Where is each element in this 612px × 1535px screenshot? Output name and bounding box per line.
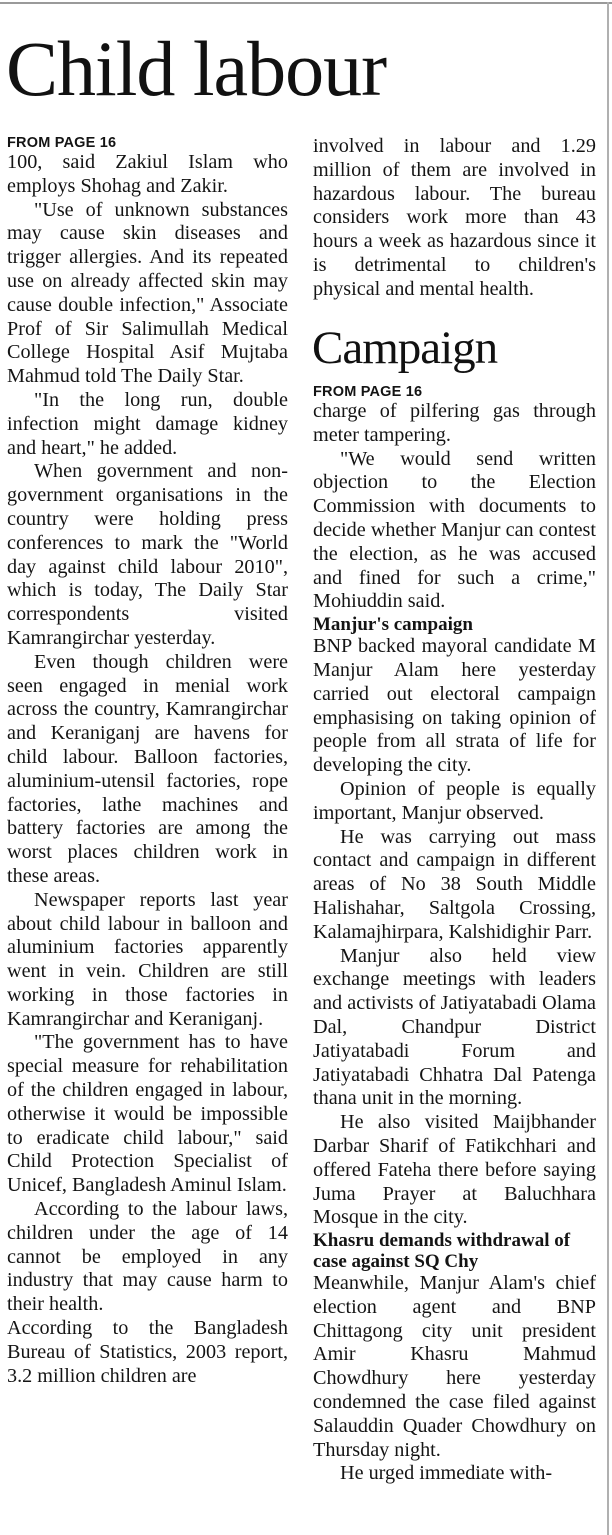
campaign-column (313, 384, 596, 1535)
child-labour-column-2 (313, 135, 596, 302)
from-page-label: FROM PAGE 16 (7, 135, 117, 151)
child-labour-headline: Child labour (6, 25, 387, 112)
paragraph: Newspaper reports last year about child labour in balloon and aluminium factories apparently went in vein. Children are still working in those factories in Kamrangirchar and Keraniganj. (7, 888, 288, 1030)
paragraph: Meanwhile, Manjur Alam's chief election agent and BNP Chittagong city unit president Amir Khasru Mahmud Chowdhury here yesterday condemned the case filed against Salauddin Quader Chowdhury on Thursday night. (313, 1272, 596, 1461)
subheading-khasru: Khasru demands withdrawal of case against SQ Chy (313, 1230, 571, 1273)
paragraph: He also visited Maijbhander Darbar Sharif of Fatikchhari and offered Fateha there before saying Juma Prayer at Baluchhara Mosque in the city. (313, 1111, 596, 1229)
paragraph: charge of pilfering gas through meter tampering. (313, 400, 596, 446)
paragraph: "We would send written objection to the Election Commission with documents to decide whether Manjur can contest the election, as he was accused and fined for such a crime," Mohiuddin said. (313, 447, 596, 613)
campaign-headline: Campaign (312, 322, 498, 374)
paragraph: Opinion of people is equally important, Manjur observed. (313, 777, 596, 824)
paragraph: "Use of unknown substances may cause skin diseases and trigger allergies. And its repeated use on already affected skin may cause double infection," Associate Prof of Sir Salimullah Medical College Hospital Asif Mujtaba Mahmud told The Daily Star. (7, 198, 288, 388)
child-labour-column-1 (7, 135, 288, 1535)
paragraph: Even though children were seen engaged in menial work across the country, Kamrangirchar and Keraniganj are havens for child labour. Balloon factories, aluminium-utensil factories, rope factories, lathe machines and battery factories are among the worst places children work in these areas. (7, 650, 288, 887)
paragraph: Manjur also held view exchange meetings with leaders and activists of Jatiyatabadi Olama Dal, Chandpur District Jatiyatabadi Forum and Jatiyatabadi Chhatra Dal Patenga thana unit in the morning. (313, 944, 596, 1110)
column-rule (607, 2, 609, 1535)
subheading-manjurs-campaign: Manjur's campaign (313, 614, 473, 636)
paragraph: 100, said Zakiul Islam who employs Shohag and Zakir. (7, 151, 288, 197)
paragraph: When government and non-government organisations in the country were holding press conferences to mark the "World day against child labour 2010", which is today, The Daily Star correspondents visited Kamrangirchar yesterday. (7, 460, 288, 649)
paragraph: "In the long run, double infection might damage kidney and heart," he added. (7, 388, 288, 459)
paragraph: BNP backed mayoral candidate M Manjur Alam here yesterday carried out electoral campaign emphasising on taking opinion of people from all strata of life for developing the city. (313, 635, 596, 777)
paragraph: According to the labour laws, children under the age of 14 cannot be employed in any industry that may cause harm to their health. (7, 1198, 288, 1316)
from-page-label: FROM PAGE 16 (313, 384, 423, 400)
paragraph: He urged immediate with- (340, 1462, 553, 1485)
paragraph: involved in labour and 1.29 million of them are involved in hazardous labour. The bureau considers work more than 43 hours a week as hazardous since it is detrimental to children's physical and mental health. (313, 135, 596, 300)
paragraph: He was carrying out mass contact and campaign in different areas of No 38 South Middle Halishahar, Saltgola Crossing, Kalamajhirpara, Kalshidighir Parr. (313, 825, 596, 943)
paragraph: "The government has to have special measure for rehabilitation of the children engaged in labour, otherwise it would be impossible to eradicate child labour," said Child Protection Specialist of Unicef, Bangladesh Aminul Islam. (7, 1031, 288, 1197)
top-rule (0, 2, 612, 4)
paragraph: According to the Bangladesh Bureau of Statistics, 2003 report, 3.2 million children are (7, 1317, 288, 1387)
